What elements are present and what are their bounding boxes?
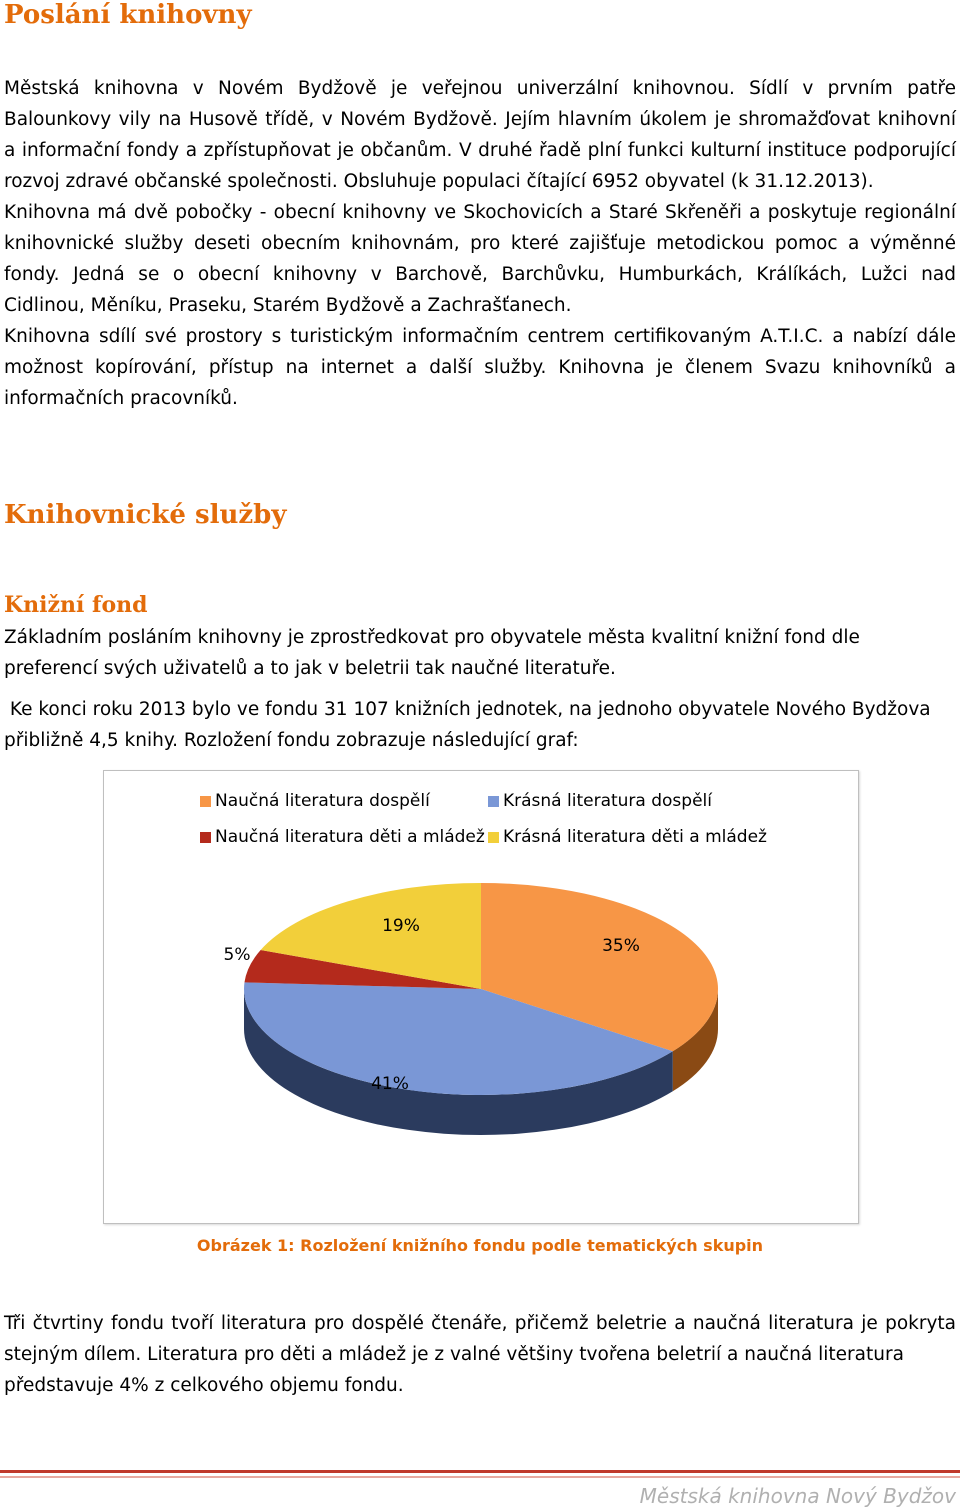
figure-caption: Obrázek 1: Rozložení knižního fondu podle tematických skupin: [196, 1236, 764, 1255]
text-line: Cidlinou, Měníku, Praseku, Starém Bydžově a Zachrašťanech.: [4, 295, 572, 316]
text-line: fondy. Jedná se o obecní knihovny v Barchově, Barchůvku, Humburkách, Králíkách, Lužci nad: [4, 264, 956, 285]
section-heading-poslani: Poslání knihovny: [4, 0, 252, 30]
legend-label: Krásná literatura dospělí: [503, 791, 712, 811]
text-line: Základním posláním knihovny je zprostředkovat pro obyvatele města kvalitní knižní fond dle: [4, 627, 860, 648]
fond-paragraph-1: [4, 622, 956, 684]
text-line: Knihovna má dvě pobočky - obecní knihovny ve Skochovicích a Staré Skřeněři a poskytuje regionální: [4, 202, 956, 223]
text-line: přibližně 4,5 knihy. Rozložení fondu zobrazuje následující graf:: [4, 730, 579, 751]
text-line: Tři čtvrtiny fondu tvoří literatura pro dospělé čtenáře, přičemž beletrie a naučná literatura je pokryta: [4, 1313, 956, 1334]
pie-chart: [103, 770, 859, 1224]
section-heading-sluzby: Knihovnické služby: [4, 500, 287, 530]
text-line: představuje 4% z celkového objemu fondu.: [4, 1375, 404, 1396]
text-line: Knihovna sdílí své prostory s turistickým informačním centrem certifikovaným A.T.I.C. a nabízí dále: [4, 326, 956, 347]
intro-paragraph: [4, 73, 956, 414]
pie-data-label: 5%: [223, 945, 251, 965]
pie-data-label: 41%: [371, 1074, 409, 1094]
legend-label: Naučná literatura děti a mládež: [215, 827, 485, 847]
fond-paragraph-2: [4, 694, 956, 756]
text-line: a informační fondy a zpřístupňovat je občanům. V druhé řadě plní funkci kulturní instituce podporující: [4, 140, 956, 161]
text-line: informačních pracovníků.: [4, 388, 238, 409]
pie-data-label: 35%: [602, 936, 640, 956]
pie-svg: [104, 771, 858, 1223]
legend-label: Naučná literatura dospělí: [215, 791, 430, 811]
text-line: knihovnické služby deseti obecním knihovnám, pro které zajišťuje metodickou pomoc a výměnné: [4, 233, 956, 254]
text-line: možnost kopírování, přístup na internet a další služby. Knihovna je členem Svazu knihovníků a: [4, 357, 956, 378]
pie-data-label: 19%: [382, 916, 420, 936]
text-line: Balounkovy vily na Husově třídě, v Novém Bydžově. Jejím hlavním úkolem je shromažďovat knihovní: [4, 109, 956, 130]
text-line: Městská knihovna v Novém Bydžově je veřejnou univerzální knihovnou. Sídlí v prvním patře: [4, 78, 956, 99]
footer-divider: [0, 1470, 960, 1473]
legend-label: Krásná literatura děti a mládež: [503, 827, 767, 847]
fond-paragraph-3: [4, 1308, 956, 1401]
footer-divider-secondary: [0, 1476, 960, 1478]
subheading-knizni-fond: Knižní fond: [4, 592, 148, 618]
text-line: preferencí svých uživatelů a to jak v beletrii tak naučné literatuře.: [4, 658, 616, 679]
text-line: stejným dílem. Literatura pro děti a mládež je z valné většiny tvořena beletrií a naučná literatura: [4, 1344, 904, 1365]
footer-library-name: Městská knihovna Nový Bydžov: [639, 1484, 956, 1508]
text-line: rozvoj zdravé občanské společnosti. Obsluhuje populaci čítající 6952 obyvatel (k 31.12.2013).: [4, 171, 874, 192]
text-line: Ke konci roku 2013 bylo ve fondu 31 107 knižních jednotek, na jednoho obyvatele Nového Bydžova: [4, 699, 931, 720]
